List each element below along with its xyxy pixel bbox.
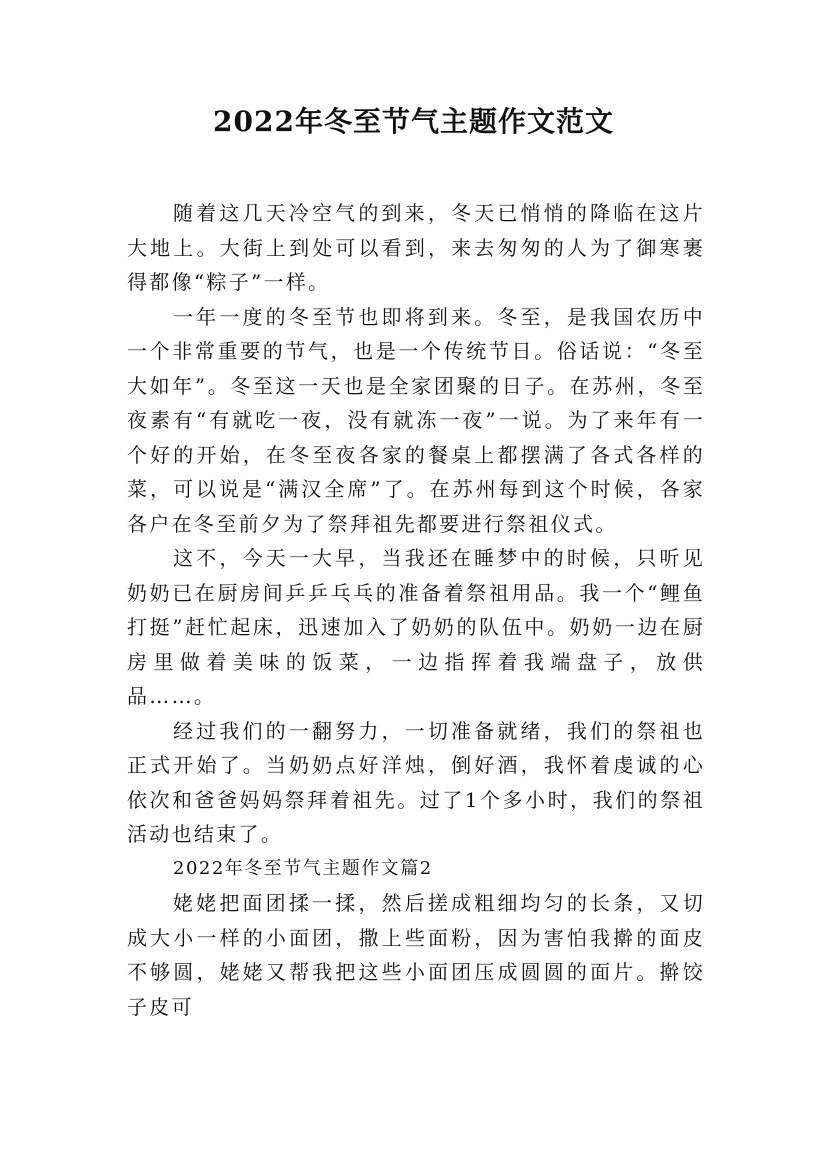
paragraph-5: 姥姥把面团揉一揉，然后搓成粗细均匀的长条，又切成大小一样的小面团，撒上些面粉，因为害怕我擀的面皮不够圆，姥姥又帮我把这些小面团压成圆圆的面片。擀饺子皮可 — [127, 891, 705, 1019]
document-body — [127, 196, 705, 1024]
paragraph-1: 随着这几天冷空气的到来，冬天已悄悄的降临在这片大地上。大街上到处可以看到，来去匆匆的人为了御寒裹得都像“粽子”一样。 — [127, 201, 705, 294]
paragraph-3: 这不，今天一大早，当我还在睡梦中的时候，只听见奶奶已在厨房间乒乒乓乓的准备着祭祖用品。我一个“鲤鱼打挺”赶忙起床，迅速加入了奶奶的队伍中。奶奶一边在厨房里做着美味的饭菜，一边指挥着我端盘子，放供品……。 — [127, 546, 705, 708]
section-subheading: 2022年冬至节气主题作文篇2 — [173, 857, 433, 879]
paragraph-2: 一年一度的冬至节也即将到来。冬至，是我国农历中一个非常重要的节气，也是一个传统节日。俗话说：“冬至大如年”。冬至这一天也是全家团聚的日子。在苏州，冬至夜素有“有就吃一夜，没有就冻一夜”一说。为了来年有一个好的开始，在冬至夜各家的餐桌上都摆满了各式各样的菜，可以说是“满汉全席”了。在苏州每到这个时候，各家各户在冬至前夕为了祭拜祖先都要进行祭祖仪式。 — [127, 304, 705, 536]
document-title: 2022年冬至节气主题作文范文 — [213, 105, 614, 138]
paragraph-4: 经过我们的一翻努力，一切准备就绪，我们的祭祖也正式开始了。当奶奶点好洋烛，倒好酒，我怀着虔诚的心依次和爸爸妈妈祭拜着祖先。过了1个多小时，我们的祭祖活动也结束了。 — [127, 718, 705, 846]
